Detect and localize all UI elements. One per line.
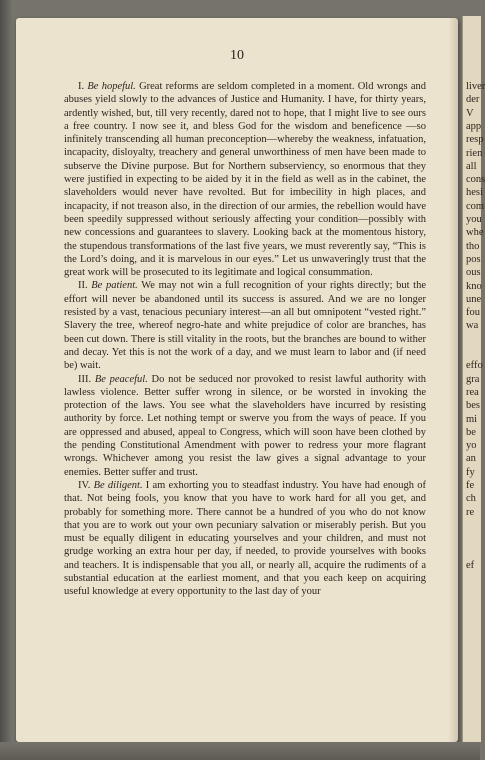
facing-page-fragment: tho [466,240,480,252]
facing-page-fragment: rien [466,147,483,159]
paragraph-heading: Be patient. [91,280,138,292]
facing-page-fragment: re [466,506,475,518]
facing-page-fragment: ous [466,267,481,279]
facing-page-fragment: cons [466,174,485,186]
paragraph [64,279,426,372]
paragraph-heading: Be diligent. [93,479,143,491]
facing-page-fragment: you [466,214,482,225]
paragraph-numeral: III. [78,373,92,385]
facing-page-fragment: ef [466,559,475,571]
facing-page-fragment: be [466,426,476,438]
facing-page-fragment: une [466,293,482,305]
facing-page-fragment: fe [466,480,475,491]
book-spine-edge [0,0,14,760]
paragraph-text: I am exhorting you to steadfast industry. You have had enough of that. Not being fools, you know that you have to work hard for all you get, and probably for something more. There cannot be a hundred of you who do not know that you are to work out your own pecuniary salvation or miserably perish. But you must be equally diligent in educating yourselves and your children, and must not grudge working an extra hour per day, if needed, to provide yourselves with books and teachers. It is indispensable that you all, or nearly all, acquire the rudiments of a substantial education at the earliest moment, and that you each keep on acquiring useful knowledge at every opportunity to the last day of your [64,479,427,598]
paragraph-text: Great reforms are seldom completed in a moment. Old wrongs and abuses yield slowly to the advances of Justice and Humanity. I have, for thirty years, ardently wished, but, till very recently, dared not to hope, that I might live to see ours a free country. I now see it, and bless God for the wisdom and beneficence —so infinitely transcending all human preconception—whereby the weakness, infatuation, incapacity, disloyalty, treachery and general unworthiness of men have been made to subserve the Divine purpose. But for Northern subserviency, so enormous that they were justified in expecting to be aided by it in the field as well as in the cabinet, the slaveholders would never have revolted. But for imbecility in high places, and incapacity, if not treason also, in the direction of our armies, the rebellion would have been speedily suppressed without seriously affecting your condition—possibly with new concessions and guarantees to slavery. Looking back at the momentous history, the stupendous transformations of the last five years, we must reverently say, “This is the Lord’s doing, and it is marvelous in our eyes.” Let us unwaveringly trust that the great work will be prosecuted to its legitimate and logical consummation. [64,81,427,279]
paragraph [64,80,426,279]
facing-page-fragment: com [466,200,485,212]
facing-page-fragment: wa [466,320,479,332]
facing-page-fragment: bes [466,400,480,412]
facing-page-fragment: all [466,160,477,172]
facing-page-fragment: whe [466,227,484,239]
page-gutter-shadow [448,18,458,742]
paragraph [64,479,426,599]
paragraph [64,373,426,479]
facing-page-fragment: gra [466,373,480,385]
facing-page-fragment: resp [466,134,484,146]
page-body-text [64,80,426,599]
paragraph-text: Do not be seduced nor provoked to resist lawful authority with lawless violence. Better suffer wrong in silence, or be worsted in invoking the protection of the laws. You see what the slaveholders have incurred by resisting authority by force. Let nothing tempt or swerve you from the ways of peace. If you are oppressed and abused, appeal to Congress, which will soon have been clothed by the pending Constitutional Amendment with power to redress your more flagrant wrongs. Whichever among you resist the law gives a signal advantage to your enemies. Better suffer and trust. [64,373,427,478]
facing-page-fragment: fy [466,466,475,478]
facing-page-fragment: der [466,94,480,106]
facing-page-fragment: yo [466,440,477,452]
facing-page-fragment: V [466,107,474,119]
page-number: 10 [230,48,244,63]
paragraph-heading: Be hopeful. [87,81,136,92]
facing-page-fragment: fou [466,307,480,319]
facing-page-fragment: effo [466,360,483,372]
facing-page-fragment: hesi [466,187,483,199]
facing-page-edge [462,16,485,742]
paragraph-numeral: I. [78,81,85,92]
facing-page-fragment: ch [466,493,476,505]
facing-page-fragment: kno [466,280,482,292]
paragraph-numeral: IV. [78,479,91,491]
facing-page-fragment: app [466,120,482,132]
facing-page-fragment: liver [466,81,485,92]
facing-page-fragment: an [466,453,476,465]
paragraph-heading: Be peaceful. [94,373,148,385]
facing-page-fragment: rea [466,386,479,398]
facing-page-fragment: mi [466,413,478,425]
paragraph-numeral: II. [78,280,88,292]
book-page [16,18,458,742]
bottom-shadow [0,742,480,760]
facing-page-fragment: pos [466,253,481,265]
paragraph-text: We may not win a full recognition of your rights directly; but the effort will never be abandoned until its success is assured. And we are no longer resisted by a vast, tenacious pecuniary interest—an all but omnipotent “vested right.” Slavery the tree, whereof negro-hate and white prejudice of color are branches, has been cut down. There is still vitality in the roots, but the branches are bound to wither and decay. Yet this is not the work of a day, and we must learn to labor and (if need be) wait. [64,280,426,372]
